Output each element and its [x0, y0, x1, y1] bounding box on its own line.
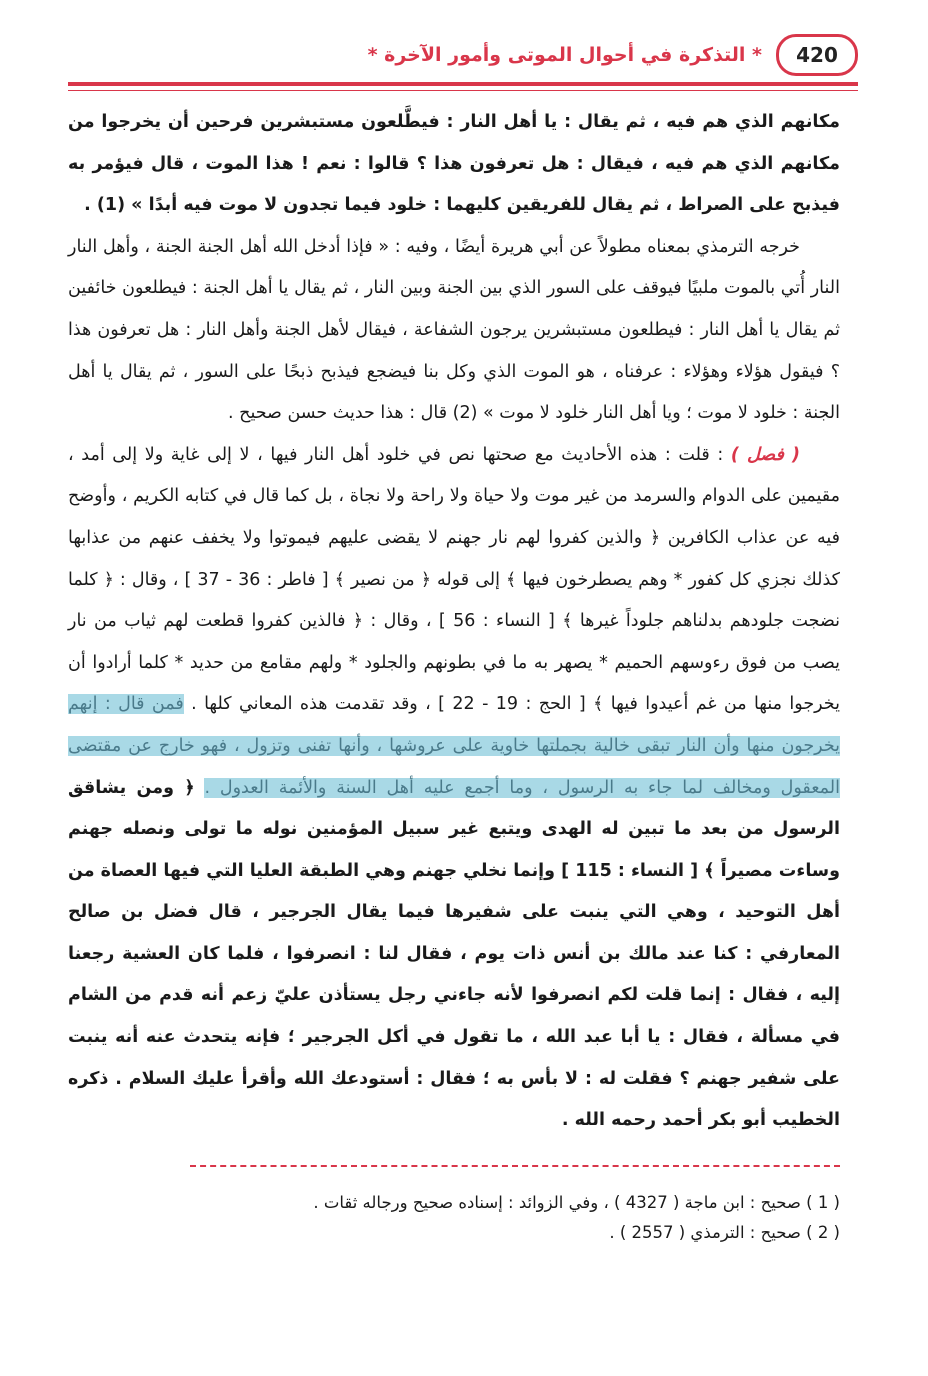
- running-title: * التذكرة في أحوال الموتى وأمور الآخرة *: [367, 44, 762, 66]
- page-number: 420: [796, 43, 838, 67]
- fasl-label: ( فصل ): [730, 444, 800, 465]
- paragraph-2: خرجه الترمذي بمعناه مطولاً عن أبي هريرة أيضًا ، وفيه : « فإذا أدخل الله أهل الجنة الجنة ، وأهل النار النار أُتي بالموت ملبيًا فيوقف على السور الذي بين الجنة وبين النار ، ثم يقال يا أهل الجنة : فيطلعون خائفين ثم يقال يا أهل النار : فيطلعون مستبشرين يرجون الشفاعة ، فيقال لأهل الجنة وأهل النار : هل تعرفون هذا ؟ فيقول هؤلاء وهؤلاء : عرفناه ، هو الموت الذي وكل بنا فيضجع فيذبح ذبحًا على السور ، ثم يقال يا أهل الجنة : خلود لا موت ؛ ويا أهل النار خلود لا موت » (2) قال : هذا حديث حسن صحيح .: [68, 236, 840, 424]
- paragraph-3-tail: ﴿ ومن يشاقق الرسول من بعد ما تبين له الهدى ويتبع غير سبيل المؤمنين نوله ما تولى ونصله جهنم وساءت مصيراً ﴾ [ النساء : 115 ] وإنما نخلي جهنم وهي الطبقة العليا التي فيها العصاة من أهل التوحيد ، وهي التي ينبت على شفيرها فيما يقال الجرجير ، قال فضل بن صالح المعارفي : كنا عند مالك بن أنس ذات يوم ، فقال لنا : انصرفوا ، فلما كان العشية رجعنا إليه ، فقال : إنما قلت لكم انصرفوا لأنه جاءني رجل يستأذن عليّ زعم أنه قدم من الشام في مسألة ، فقال : يا أبا عبد الله ، ما تقول في أكل الجرجير ؛ فإنه يتحدث عنه أنه ينبت على شفير جهنم ؟ فقلت له : لا بأس به ؛ فقال : أستودعك الله وأقرأ عليك السلام . ذكره الخطيب أبو بكر أحمد رحمه الله .: [68, 777, 840, 1131]
- main-text: [68, 102, 840, 1142]
- highlighted-passage: فمن قال : إنهم يخرجون منها وأن النار تبقى خالية بجملتها خاوية على عروشها ، وأنها تفنى وتزول ، فهو خارج عن مقتضى المعقول ومخالف لما جاء به الرسول ، وما أجمع عليه أهل السنة والأئمة العدول .: [68, 694, 840, 798]
- paragraph-3-body: : قلت : هذه الأحاديث مع صحتها نص في خلود أهل النار فيها ، لا إلى غاية ولا إلى أمد ، مقيمين على الدوام والسرمد من غير موت ولا حياة ولا راحة ولا نجاة ، بل كما قال في كتابه الكريم ، وأوضح فيه عن عذاب الكافرين ﴿ والذين كفروا لهم نار جهنم لا يقضى عليهم فيموتوا ولا يخفف عنهم من عذابها كذلك نجزي كل كفور * وهم يصطرخون فيها ﴾ إلى قوله ﴿ من نصير ﴾ [ فاطر : 36 - 37 ] ، وقال : ﴿ كلما نضجت جلودهم بدلناهم جلوداً غيرها ﴾ [ النساء : 56 ] ، وقال : ﴿ فالذين كفروا قطعت لهم ثياب من نار يصب من فوق رءوسهم الحميم * يصهر به ما في بطونهم والجلود * ولهم مقامع من حديد * كلما أرادوا أن يخرجوا منها من غم أعيدوا فيها ﴾ [ الحج : 19 - 22 ] ، وقد تقدمت هذه المعاني كلها .: [68, 444, 840, 715]
- paragraph-1: مكانهم الذي هم فيه ، ثم يقال : يا أهل النار : فيطَّلعون مستبشرين فرحين أن يخرجوا من مكانهم الذي هم فيه ، فيقال : هل تعرفون هذا ؟ قالوا : نعم ! هذا الموت ، قال فيؤمر به فيذبح على الصراط ، ثم يقال للفريقين كليهما : خلود فيما تجدون لا موت فيه أبدًا » (1) .: [68, 112, 840, 216]
- paragraph-3: [68, 435, 840, 1142]
- page-number-badge: [776, 34, 858, 76]
- footnote-divider: [190, 1165, 840, 1167]
- header-rule-thick: [68, 82, 858, 86]
- footnote-2: ( 2 ) صحيح : الترمذي ( 2557 ) .: [609, 1223, 840, 1242]
- footnotes: [68, 1188, 840, 1248]
- page-header: [68, 30, 858, 100]
- footnote-1: ( 1 ) صحيح : ابن ماجة ( 4327 ) ، وفي الزوائد : إسناده صحيح ورجاله ثقات .: [313, 1193, 840, 1212]
- header-rule-thin: [68, 90, 858, 91]
